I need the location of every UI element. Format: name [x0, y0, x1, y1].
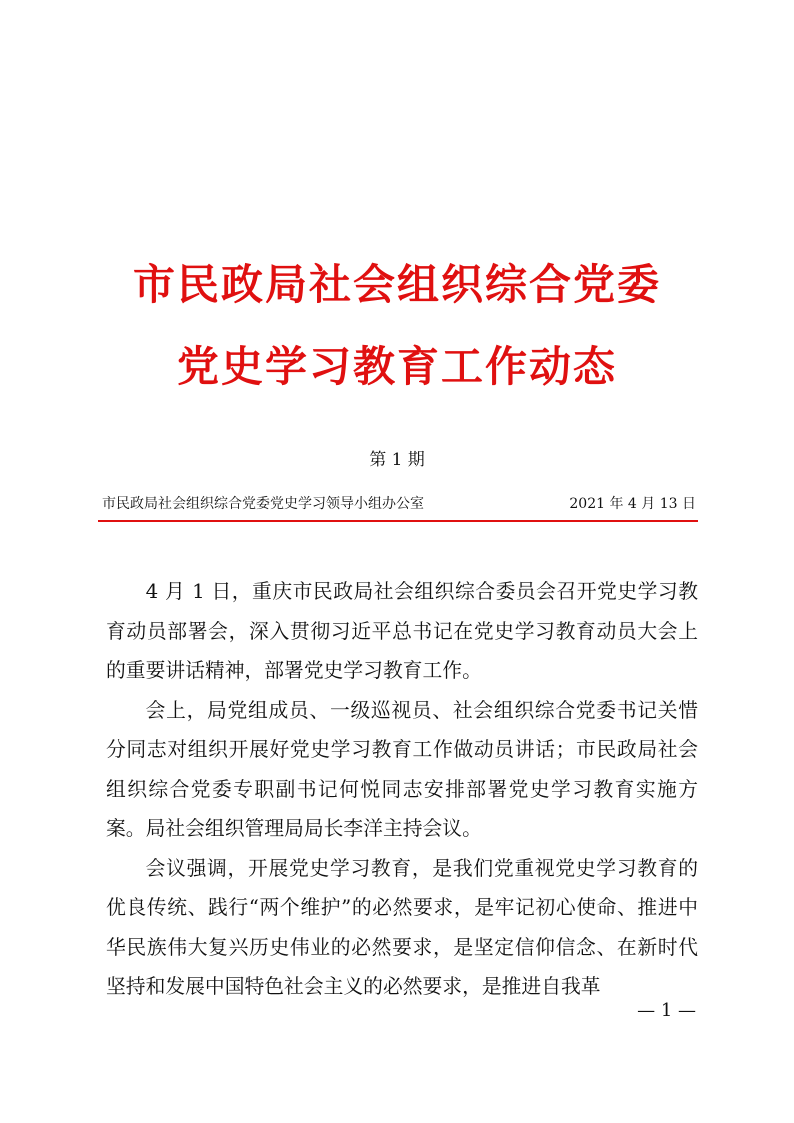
masthead: [102, 497, 696, 511]
document-title-line1: 市民政局社会组织综合党委: [132, 260, 661, 309]
document-title-line2: 党史学习教育工作动态: [176, 342, 617, 391]
paragraph: 4 月 1 日，重庆市民政局社会组织综合委员会召开党史学习教育动员部署会，深入贯彻习近平总书记在党史学习教育动员大会上的重要讲话精神，部署党史学习教育工作。: [106, 580, 698, 682]
paragraph: 会议强调，开展党史学习教育，是我们党重视党史学习教育的优良传统、践行“两个维护”的必然要求，是牢记初心使命、推进中华民族伟大复兴历史伟业的必然要求，是坚定信仰信念、在新时代坚持和发展中国特色社会主义的必然要求，是推进自我革: [106, 856, 698, 998]
issuer-name: 市民政局社会组织综合党委党史学习领导小组办公室: [102, 496, 424, 512]
body-text: [106, 572, 698, 1007]
page-number: — 1 —: [637, 1000, 696, 1021]
issue-date: 2021 年 4 月 13 日: [569, 496, 696, 512]
paragraph: 会上，局党组成员、一级巡视员、社会组织综合党委书记关惜分同志对组织开展好党史学习教育工作做动员讲话；市民政局社会组织综合党委专职副书记何悦同志安排部署党史学习教育实施方案。局社会组织管理局局长李洋主持会议。: [106, 698, 698, 840]
red-divider: [98, 520, 698, 522]
issue-number: 第 1 期: [369, 450, 425, 470]
